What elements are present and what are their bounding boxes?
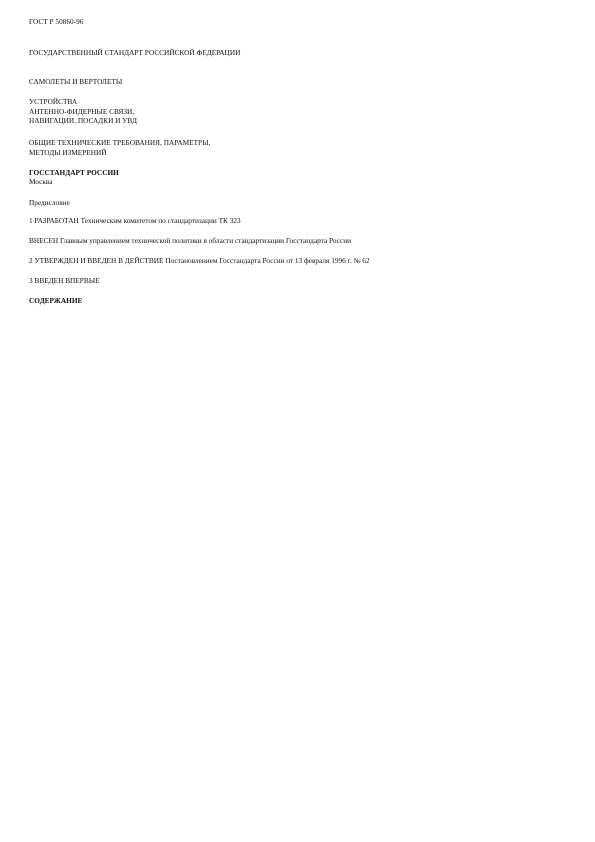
standard-title: ГОСУДАРСТВЕННЫЙ СТАНДАРТ РОССИЙСКОЙ ФЕДЕРАЦИИ bbox=[29, 48, 241, 57]
contents-heading: СОДЕРЖАНИЕ bbox=[29, 296, 83, 305]
foreword-heading: Предисловие bbox=[29, 198, 70, 207]
foreword-item-3: 3 ВВЕДЕН ВПЕРВЫЕ bbox=[29, 276, 100, 285]
requirements-line-1: ОБЩИЕ ТЕХНИЧЕСКИЕ ТРЕБОВАНИЯ, ПАРАМЕТРЫ, bbox=[29, 138, 211, 147]
publisher: ГОССТАНДАРТ РОССИИ bbox=[29, 168, 119, 177]
requirements-line-2: МЕТОДЫ ИЗМЕРЕНИЙ bbox=[29, 148, 107, 157]
subject-line-2: АНТЕННО-ФИДЕРНЫЕ СВЯЗИ, bbox=[29, 107, 135, 116]
foreword-item-2: 2 УТВЕРЖДЕН И ВВЕДЕН В ДЕЙСТВИЕ Постановлением Госстандарта России от 13 февраля 1996 г. № 62 bbox=[29, 256, 370, 265]
subject-line-1: УСТРОЙСТВА bbox=[29, 97, 78, 106]
city: Москва bbox=[29, 177, 53, 186]
document-code: ГОСТ Р 50860-96 bbox=[29, 17, 84, 26]
category-title: САМОЛЕТЫ И ВЕРТОЛЕТЫ bbox=[29, 77, 123, 86]
foreword-item-1: 1 РАЗРАБОТАН Техническим комитетом по стандартизации ТК 323 bbox=[29, 216, 241, 225]
foreword-introduced: ВНЕСЕН Главным управлением технической политики в области стандартизации Госстандарта России bbox=[29, 236, 352, 245]
subject-line-3: НАВИГАЦИИ, ПОСАДКИ И УВД bbox=[29, 116, 137, 125]
